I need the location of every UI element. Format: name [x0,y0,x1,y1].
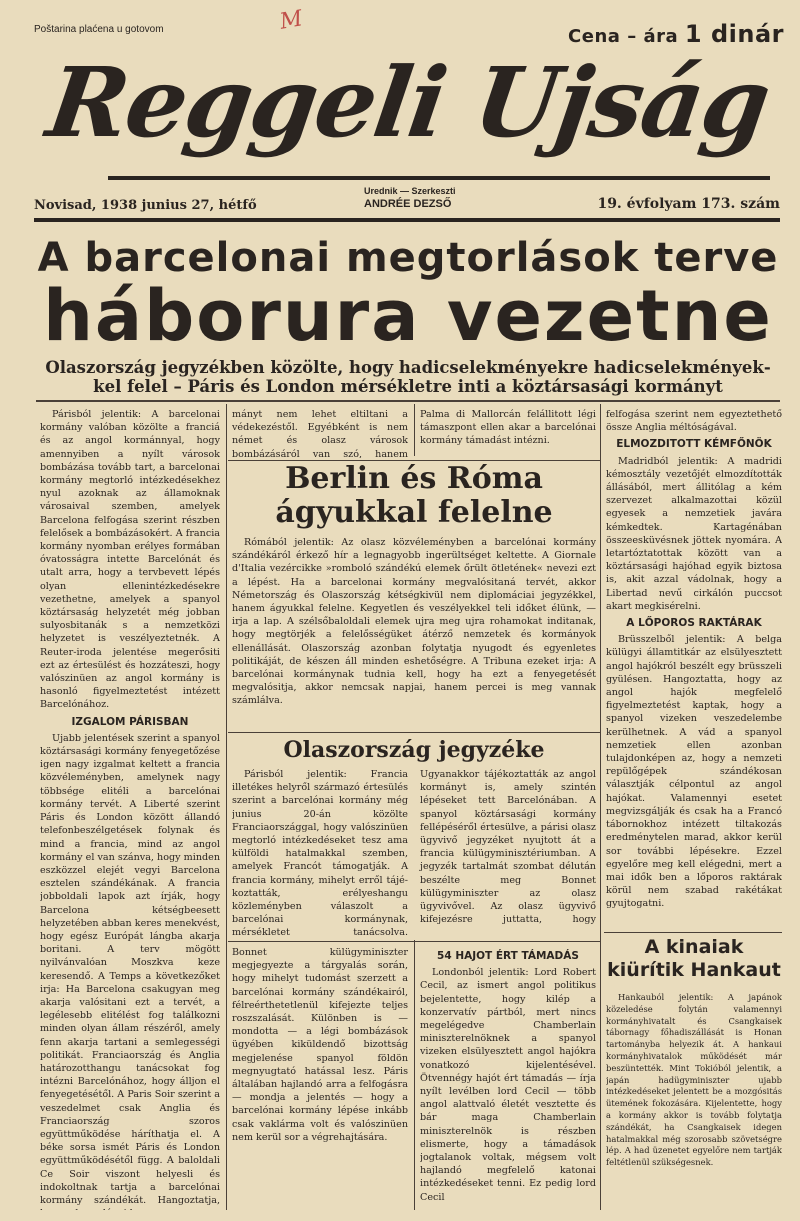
handwritten-mark: M [278,6,305,35]
bonnet-text: Bonnet külügyminiszter megjegyezte a tárgyalás során, hogy mihelyt tudomást szerzett a barcelónai kormány szándékairól, félreérthetetlenül kifejezte teljes roszszalását. Különben is — mondotta — a légi bombázások ügyében kiküldendő bizottság megjelenése spanyol földön megnyugtató hatással lesz. Páris általában hajlandó arra a felfogásra — mondja a jelentés — hogy a barcelónai kormány lépése inkább csak vaklárma volt és valószinüen nem kerül sor a végrehajtására. [232,947,408,1143]
editor-block [364,186,456,210]
box-bottom-rule [228,732,600,733]
column-rule-4 [414,940,415,1210]
editor-label: Urednik — Szerkeszti [364,186,456,196]
column-2-top [232,408,408,458]
dateline-rule [34,218,780,222]
col4-article-1: Madridból jelentik: A madridi kémosztály vezetőjét elmozdították állásából, mert állitólag a kém szervezet alkalmazottai közül egyesek a nemzetiek javára kémkedtek. Kartagénában összeesküvésnek jöttek nyomára. A letartóztatottak között van a köztársasági hajóhad egyik biztosa is, akit azzal vádolnak, hogy a Libertad nevű cirkálón puccsot akart megkisérelni. [606,455,782,612]
dateline-row [34,186,780,216]
col1-subhead: IZGALOM PÁRISBAN [71,715,189,728]
column-4 [606,408,782,930]
headline-line1: A barcelonai megtorlások terve [37,235,779,281]
column-rule-2 [414,404,415,456]
masthead-rule [108,176,770,180]
col4-top-text: felfogása szerint nem egyeztethető össze Anglia méltóságával. [606,409,782,434]
box-text: Rómából jelentik: Az olasz közvéleményben a barcelónai kormány szándékáról érkező hír a legnagyobb ingerültséget keltette. A Giornale d'Italia vezércikke »romboló szándékú elemek őrült ötletének« nevezi ezt a lépést. Ha a barcelonai kormány megvalósitaná tervét, akkor Németország és Olaszország kétségkivül nem diplomáciai jegyzékkel, hanem ágyukkal felelne. Kegyetlen és veszélyekkel teli időket élünk, — irja a lap. A szélsőbaloldali elemek ujra meg ujra rohamokat inditanak, hogy megtörjék a felelősségüket átérző nemzetek és kormányok ellenállását. Olaszország azonban folytatja nyugodt és egyenletes politikáját, de készen áll minden eshetőségre. A Tribuna ezeket irja: A barcelónai kormánynak tudnia kell, hogy ha ezt a fenyegetését megvalósitja, akkor nemcsak napjai, hanem percei is meg vannak számlálva. [232,537,596,707]
column-rule-3 [600,404,601,1210]
issue-date: Novisad, 1938 junius 27, hétfő [34,198,257,213]
olasz-text: Párisból jelentik: Francia illetékes helyről származó értesülés szerint a barcelónai kormány még junius 20-án közölte Franciaországgal, hogy valószinüen megtorló intézkedéseket tesz ama külföldi hatalmakkal szemben, amelyek Francót támogatják. A francia kormány, mihelyt erről tájé-koztatták, erélyeshangu közleményben válaszolt a barcelónai kormánynak, mérsékletet tanácsolva. Ugyanakkor tájékoztatták az angol kormányt is, amely szintén lépéseket tett Barcelónában. A spanyol köztársasági kormány fellépéséről értesülve, a párisi olasz ügyvivő jegyzéket nyujtott át a francia külügyminisztériumban. A jegyzék tartalmát szombat délután beszélte meg Bonnet külügyminiszter az olasz ügyvivővel. Az olasz ügyvivő kifejezésre juttatta, hogy [232,769,596,939]
china-title: A kinaiak kiürítik Hankaut [607,936,781,981]
china-rule [604,932,782,933]
china-article [606,992,782,1210]
headline-rule [36,400,780,402]
col4-subhead-2: A LŐPOROS RAKTÁRAK [626,617,762,630]
price-value: 1 dinár [684,20,784,48]
col4-subhead-1: ELMOZDITOTT KÉMFŐNÖK [616,438,772,451]
postage-note: Poštarina plaćena u gotovom [34,24,164,35]
column-rule-1 [226,404,227,1210]
china-text: Hankauból jelentik: A japánok közeledése folytán valamennyi kormányhivatalt és Csangkaisek tábornagy főhadiszállását is Honan tartományba helyezik át. A hankaui kormányhivatalok működését már beszüntették. Mint Tokióból jelentik, a japán hadügyminiszter ujabb intézkedéseket jelentett be a mozgósitás ütemének fokozására. Kijelentette, hogy a kormány akkor is tovább folytatja szándékát, ha Csangkaisek idegen hatalmakkal még szorosabb szövetségre lép. A had üzenetet egyelőre nem tartják feltétlenül szükségesnek. [606,992,782,1168]
box-title: Berlin és Róma ágyukkal felelne [275,461,553,530]
ships-article [420,946,596,1210]
column-3-top [420,408,596,458]
subheadline: Olaszország jegyzékben közölte, hogy hadicselekményekre hadicselekményekkel felel – Páris és London mérsékletre inti a köztársasági kormányt [45,358,771,396]
col1-article-cont: Ujabb jelentések szerint a spanyol köztársasági kormány fenyegetőzése igen nagy izgalmat keltett a francia közvéleményben, amelynek nagy többsége elitéli a barcelónai kormány tervét. A Liberté szerint Páris és London között állandó telefonbeszélgetések folynak és mind a francia, mind az angol kormány el van szánva, hogy minden eszközzel elejét vegyi Barcelona esztelen szándékának. A francia jobboldali lapok azt írják, hogy Barcelona kétségbeesett helyzetében abban keres menekvést, hogy egész Európát lángba akarja boritani. A terv mögött nyilvánvalóan Moszkva keze keresendő. A Temps a következőket irja: Ha Barcelona csakugyan meg akarja valósitani ezt a tervét, a legélesebb elitélést fog találkozni minden olyan állam részéről, amely fenn akarja tartani a semlegességi politikát. Franciaország és Anglia határozotthangu tanácsokat fog intézni Barcelónához, hogy álljon el fenyegetésétől. A Paris Soir szerint a veszedelmet csak Anglia és Franciaország szoros együttműködése háríthatja el. A béke sorsa ismét Páris és London együttműködésétől függ. A baloldali Ce Soir viszont helyesli és indokoltnak tartja a barcelónai kormány szándékát. Hangoztatja, [40,732,220,1206]
ships-head: 54 HAJOT ÉRT TÁMADÁS [437,950,579,962]
olasz-article [232,768,596,940]
col1-article: Párisból jelentik: A barcelonai kormány valóban közölte a franciá és az angol kormánnyal, hogy amennyiben a nyílt városok bombázása tovább tart, a barcelonai kormány megtorló intézkedésekhez nyul azoknak az államoknak városaival szemben, amelyek Barcelona felfogása szerint részben felelősek a bombázásokért. A francia kormány nyomban erélyes formában óvatosságra intette Barcelónát és utalt arra, hogy a tervbevett lépés olyan ellenintézkedésekre vezethetne, amelyek a spanyol köztársaság helyzetét még jobban sulyosbitanák s a nemzetközi helyzetet is veszélyeztetnék. A Reuter-iroda jelentése megerősiti ezt az értesülést és hozzáteszi, hogy valószinüen az angol kormány is hasonló figyelmeztetést intézett Barcelónához. [40,409,220,711]
column-1 [40,408,220,1210]
editor-name: ANDRÉE DEZSŐ [364,198,452,210]
col3-top-text: Palma di Mallorcán felállitott légi támaszpont ellen akar a barcelónai kormány támadást intézni. [420,409,596,447]
bonnet-article [232,946,408,1210]
masthead-title: Reggeli Ujság [40,46,776,159]
olasz-rule [228,941,600,942]
headline-line2: háborura vezetne [43,275,773,357]
box-article [232,536,596,730]
ships-text: Londonból jelentik: Lord Robert Cecil, az ismert angol politikus bejelentette, hogy kilép a konzervatív pártból, mert nincs megelégedve Chamberlain miniszterelnöknek a spanyol vizeken elsülyesztett angol hajókra vonatkozó kijelentésével. Ötvennégy hajót ért támadás — írja nyílt levélben lord Cecil — több angol alattvaló életét vesztette és bár maga Chamberlain miniszterelnök is részben elismerte, hogy a támadások jogtalanok voltak, mégsem volt hajlandó megfelelő katonai intézkedéseket tenni. Ez pedig lord Cecil [420,967,596,1203]
volume-number: 19. évfolyam 173. szám [597,196,780,212]
olasz-title: Olaszország jegyzéke [283,737,545,763]
col4-article-2: Brüsszelből jelentik: A belga külügyi államtitkár az elsülyesztett angol hajókról beszélt egy brüsszeli gyülésen. Hangoztatta, hogy az angol hajók megfelelő figyelmeztetést kaptak, hogy a spanyol vizeken veszedelembe kerülhetnek. A vád a spanyol nemzetiek ellen azonban tulajdonképen az, hogy a nemzeti repülőgépek szándékosan választják célpontul az angol hajókat. Valamennyi esetet megvizsgálják és csak ha a Francó tábornokhoz intézett tiltakozás eredménytelen marad, akkor kerül sor további lépésekre. Ezzel egyelőre meg kell elégedni, mert a mai idők ben a lőporos raktárak körül nem szabad rakétákat gyujtogatni. [606,634,782,910]
price-label: Cena – ára [568,26,679,47]
col2-top-text: mányt nem lehet eltiltani a védekezéstől. Egyébként is nem német és olasz városok bombázásáról van szó, hanem [232,409,408,458]
